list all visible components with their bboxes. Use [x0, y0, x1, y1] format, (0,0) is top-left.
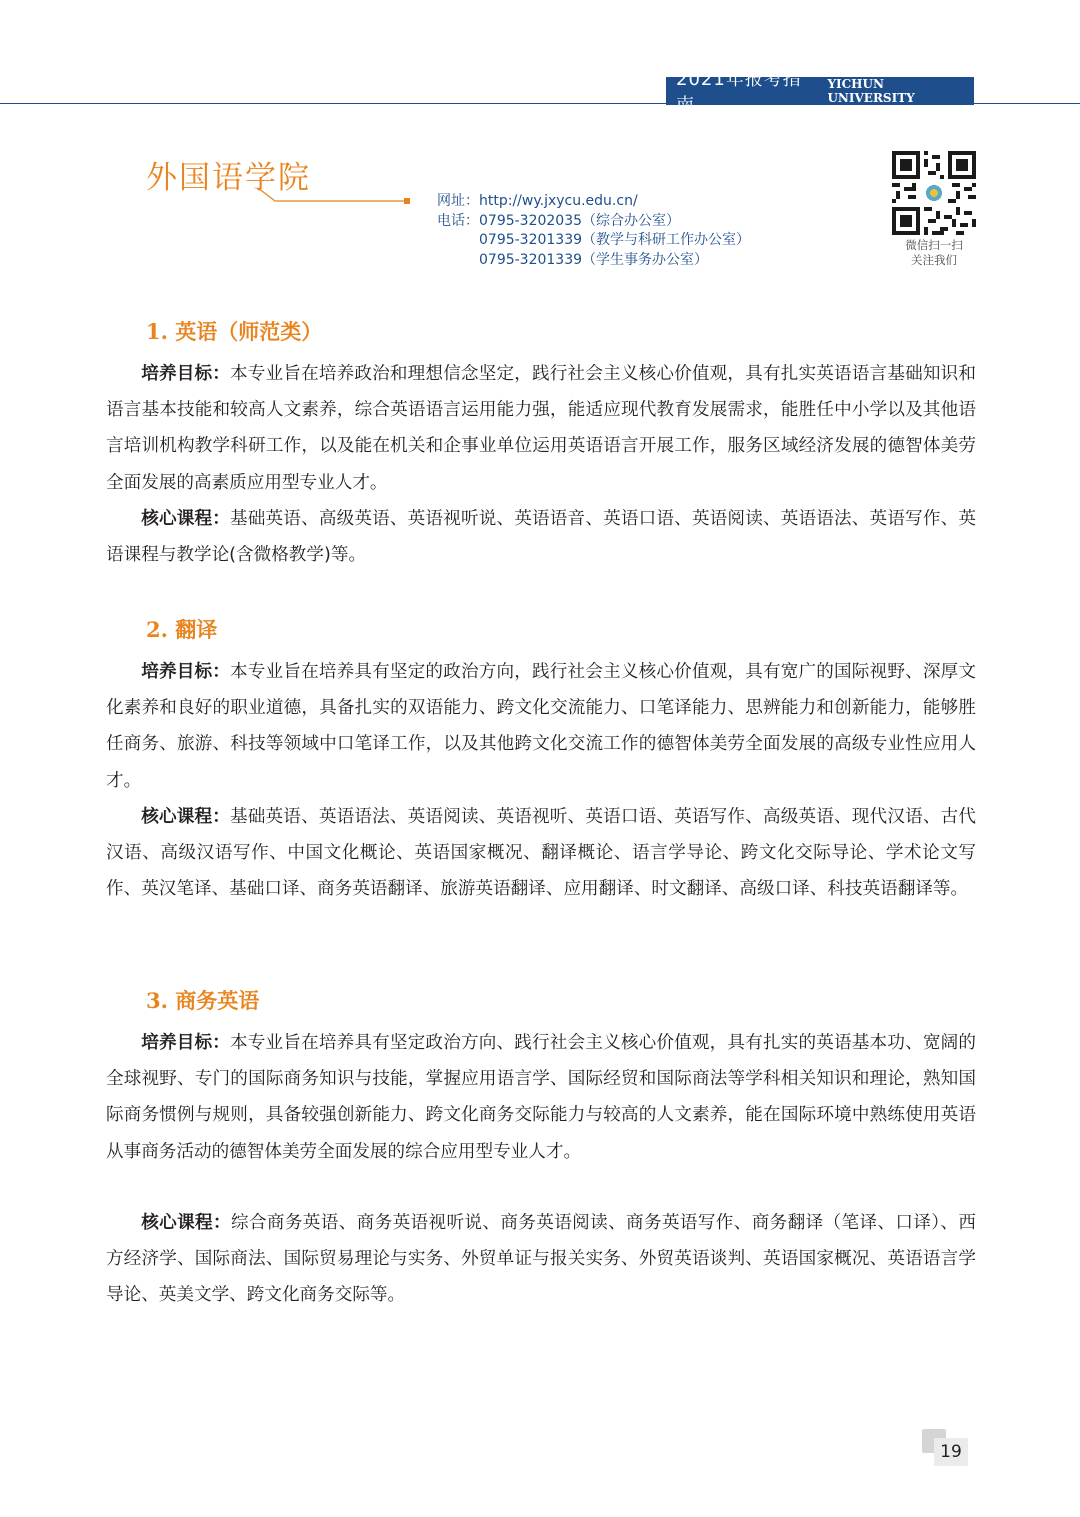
phone-row [437, 212, 750, 232]
section-heading: 2. 翻译 [146, 617, 218, 642]
course-label: 核心课程： [141, 509, 231, 529]
course-text: 基础英语、高级英语、英语视听说、英语语音、英语口语、英语阅读、英语语法、英语写作、英语课程与教学论(含微格教学)等。 [106, 509, 976, 566]
course-text: 综合商务英语、商务英语视听说、商务英语阅读、商务英语写作、商务翻译（笔译、口译）、西方经济学、国际商法、国际贸易理论与实务、外贸单证与报关实务、外贸英语谈判、英语国家概况、英语语言学导论、英美文学、跨文化商务交际等。 [106, 1213, 976, 1306]
contact-info [437, 192, 750, 270]
course-label: 核心课程： [141, 1213, 231, 1233]
training-goal-paragraph [106, 654, 976, 799]
core-courses-paragraph [106, 799, 976, 908]
wechat-qr-code[interactable] [892, 151, 976, 235]
goal-label: 培养目标： [141, 364, 231, 384]
qr-caption [892, 238, 976, 268]
core-courses-paragraph [106, 501, 976, 573]
section-heading: 3. 商务英语 [146, 988, 260, 1013]
phone-row [437, 231, 750, 251]
phone-number: 0795-3201339（教学与科研工作办公室） [479, 232, 751, 248]
goal-text: 本专业旨在培养政治和理想信念坚定，践行社会主义核心价值观，具有扎实英语语言基础知识和语言基本技能和较高人文素养，综合英语语言运用能力强，能适应现代教育发展需求，能胜任中小学以及其他语言培训机构教学科研工作，以及能在机关和企事业单位运用英语语言开展工作，服务区域经济发展的德智体美劳全面发展的高素质应用型专业人才。 [106, 364, 976, 493]
goal-label: 培养目标： [141, 662, 231, 682]
banner-title: 2021年报考指南 [676, 69, 802, 116]
core-courses-paragraph [106, 1205, 976, 1314]
training-goal-paragraph [106, 356, 976, 501]
phone-number: 0795-3201339（学生事务办公室） [479, 251, 709, 268]
website-row [437, 192, 750, 212]
goal-text: 本专业旨在培养具有坚定政治方向、践行社会主义核心价值观，具有扎实的英语基本功、宽阔的全球视野、专门的国际商务知识与技能，掌握应用语言学、国际经贸和国际商法等学科相关知识和理论，熟知国际商务惯例与规则，具备较强创新能力、跨文化商务交际能力与较高的人文素养，能在国际环境中熟练使用英语从事商务活动的德智体美劳全面发展的综合应用型专业人才。 [106, 1033, 976, 1162]
course-label: 核心课程： [141, 807, 231, 827]
banner-university: YICHUN UNIVERSITY [827, 77, 915, 105]
section-heading: 1. 英语（师范类） [146, 319, 323, 344]
phone-number: 0795-3202035（综合办公室） [479, 212, 681, 229]
website-link[interactable]: http://wy.jxycu.edu.cn/ [479, 193, 638, 209]
department-title: 外国语学院 [146, 160, 311, 196]
goal-text: 本专业旨在培养具有坚定的政治方向，践行社会主义核心价值观，具有宽广的国际视野、深厚文化素养和良好的职业道德，具备扎实的双语能力、跨文化交流能力、口笔译能力、思辨能力和创新能力，能够胜任商务、旅游、科技等领域中口笔译工作，以及其他跨文化交流工作的德智体美劳全面发展的高级专业性应用人才。 [106, 662, 976, 791]
page-number: 19 [934, 1438, 968, 1466]
qr-caption-line: 关注我们 [911, 253, 957, 267]
goal-label: 培养目标： [141, 1033, 231, 1053]
course-text: 基础英语、英语语法、英语阅读、英语视听、英语口语、英语写作、高级英语、现代汉语、古代汉语、高级汉语写作、中国文化概论、英语国家概况、翻译概论、语言学导论、跨文化交际导论、学术论文写作、英汉笔译、基础口译、商务英语翻译、旅游英语翻译、应用翻译、时文翻译、高级口译、科技英语翻译等。 [106, 807, 976, 900]
phone-label: 电话： [437, 212, 479, 229]
qr-caption-line: 微信扫一扫 [905, 238, 963, 252]
website-label: 网址： [437, 193, 479, 209]
phone-row [437, 251, 750, 271]
training-goal-paragraph [106, 1025, 976, 1170]
